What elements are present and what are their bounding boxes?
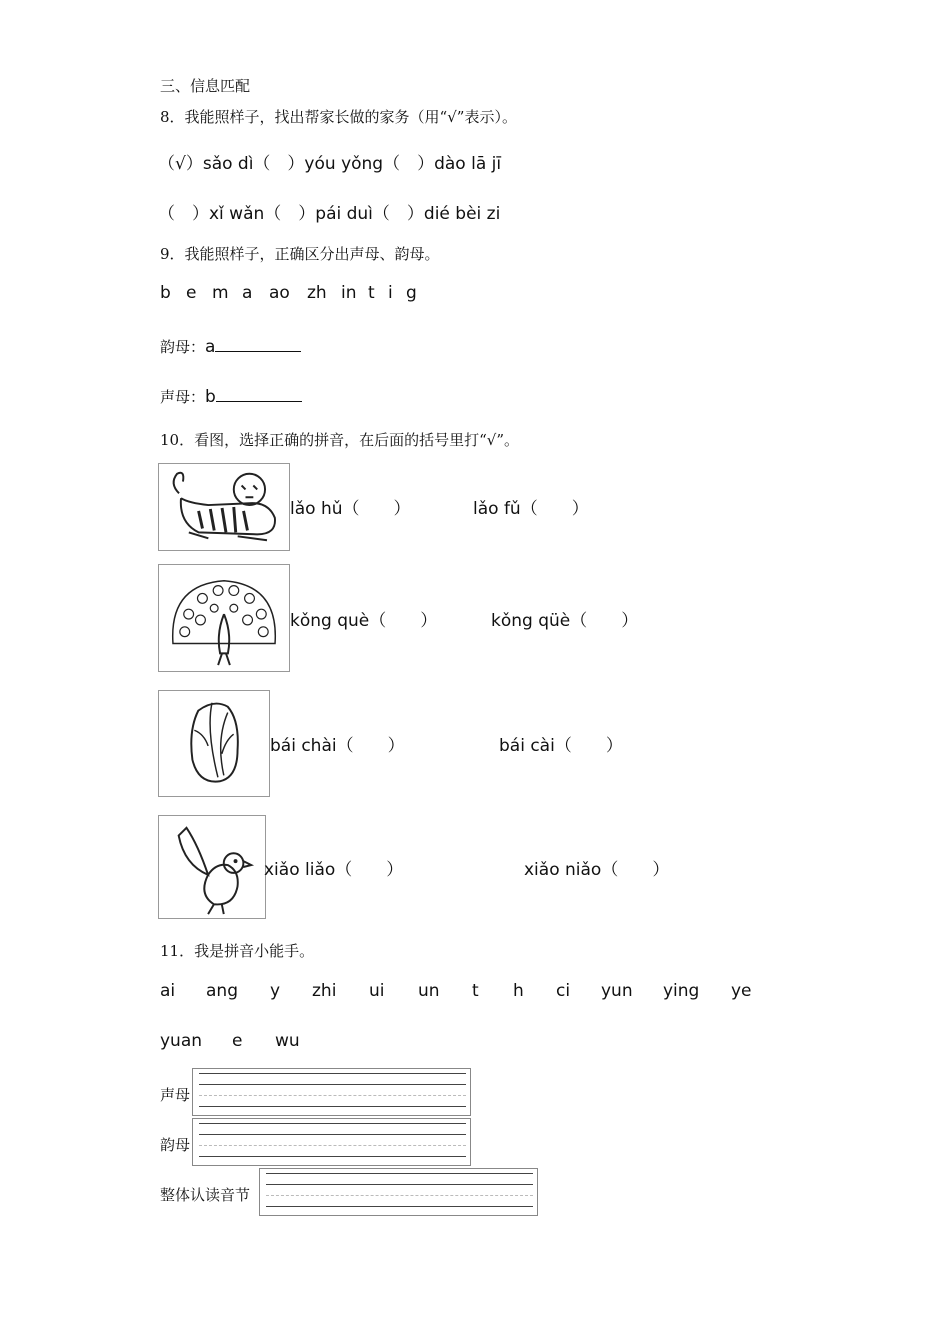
- q11-letters-row-1: [160, 981, 752, 1001]
- shengmu-answer-row: [160, 386, 302, 407]
- yunmu-blank[interactable]: [215, 337, 301, 352]
- letter: zhi: [312, 981, 337, 1001]
- shengmu-example: b: [205, 387, 216, 407]
- q8-prompt: 8．我能照样子，找出帮家长做的家务（用“√”表示）。: [160, 108, 517, 126]
- letter: h: [513, 981, 524, 1001]
- q9-letters: [160, 283, 417, 303]
- tiger-picture: [158, 463, 290, 551]
- letter: ying: [663, 981, 700, 1001]
- yunmu-example: a: [205, 337, 216, 357]
- letter: i: [388, 283, 393, 303]
- q9-prompt: 9．我能照样子，正确区分出声母、韵母。: [160, 245, 440, 263]
- yunmu-answer-row: [160, 336, 301, 357]
- letter: wu: [275, 1031, 300, 1051]
- bird-option-2[interactable]: xiǎo niǎo（ ）: [524, 860, 670, 880]
- q8-row-2: （ ）xǐ wǎn（ ）pái duì（ ）dié bèi zi: [158, 204, 501, 224]
- peacock-option-1[interactable]: kǒng què（ ）: [290, 611, 438, 631]
- zhengti-writing-lines[interactable]: [259, 1168, 538, 1216]
- q11-prompt: 11．我是拼音小能手。: [160, 942, 315, 960]
- peacock-option-2[interactable]: kǒng qüè（ ）: [491, 611, 639, 631]
- letter: ye: [731, 981, 752, 1001]
- letter: y: [270, 981, 281, 1001]
- shengmu-writing-label: 声母: [160, 1086, 191, 1104]
- letter: ai: [160, 981, 176, 1001]
- cabbage-picture: [158, 690, 270, 797]
- shengmu-writing-lines[interactable]: [192, 1068, 471, 1116]
- letter: ang: [206, 981, 238, 1001]
- zhengti-writing-label: 整体认读音节: [160, 1186, 251, 1204]
- tiger-option-1[interactable]: lǎo hǔ（ ）: [290, 499, 411, 519]
- yunmu-label: 韵母：: [160, 338, 206, 356]
- letter: un: [418, 981, 440, 1001]
- letter: ao: [269, 283, 290, 303]
- letter: e: [232, 1031, 243, 1051]
- letter: zh: [307, 283, 327, 303]
- letter: t: [368, 283, 375, 303]
- bird-option-1[interactable]: xiǎo liǎo（ ）: [264, 860, 404, 880]
- letter: a: [242, 283, 253, 303]
- yunmu-writing-lines[interactable]: [192, 1118, 471, 1166]
- letter: ui: [369, 981, 385, 1001]
- letter: e: [186, 283, 197, 303]
- q11-letters-row-2: [160, 1031, 300, 1051]
- bird-picture: [158, 815, 266, 919]
- letter: t: [472, 981, 479, 1001]
- q10-prompt: 10．看图，选择正确的拼音，在后面的括号里打“√”。: [160, 431, 519, 449]
- letter: g: [406, 283, 417, 303]
- section-title: 三、信息匹配: [160, 77, 251, 95]
- letter: in: [341, 283, 357, 303]
- letter: yuan: [160, 1031, 203, 1051]
- cabbage-option-2[interactable]: bái cài（ ）: [499, 736, 623, 756]
- tiger-option-2[interactable]: lǎo fǔ（ ）: [473, 499, 589, 519]
- letter: yun: [601, 981, 633, 1001]
- q8-row-1: （√）sǎo dì（ ）yóu yǒng（ ）dào lā jī: [158, 154, 502, 174]
- cabbage-option-1[interactable]: bái chài（ ）: [270, 736, 405, 756]
- letter: b: [160, 283, 171, 303]
- letter: m: [212, 283, 229, 303]
- shengmu-label: 声母：: [160, 388, 206, 406]
- shengmu-blank[interactable]: [216, 387, 302, 402]
- yunmu-writing-label: 韵母: [160, 1136, 191, 1154]
- letter: ci: [556, 981, 571, 1001]
- peacock-picture: [158, 564, 290, 672]
